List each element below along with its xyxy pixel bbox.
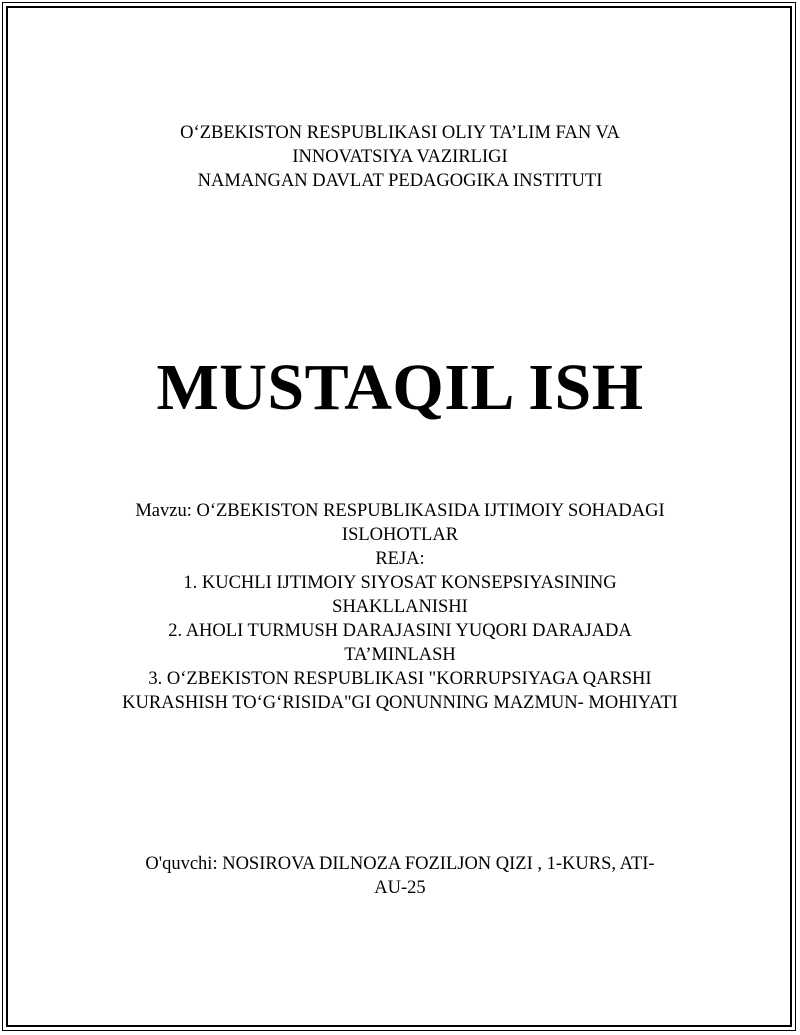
document-title: MUSTAQIL ISH — [156, 351, 644, 424]
student-line-2: AU-25 — [374, 878, 426, 898]
plan-item-2b: TA’MINLASH — [344, 645, 456, 665]
plan-item-2a: 2. AHOLI TURMUSH DARAJASINI YUQORI DARAJADA — [168, 621, 632, 641]
header-line-2: INNOVATSIYA VAZIRLIGI — [292, 147, 508, 167]
plan-item-3a: 3. O‘ZBEKISTON RESPUBLIKASI "KORRUPSIYAGA QARSHI — [148, 669, 652, 689]
plan-item-1a: 1. KUCHLI IJTIMOIY SIYOSAT KONSEPSIYASINING — [183, 573, 617, 593]
header-line-3: NAMANGAN DAVLAT PEDAGOGIKA INSTITUTI — [197, 171, 603, 191]
plan-heading: REJA: — [375, 549, 425, 569]
plan-item-1b: SHAKLLANISHI — [332, 597, 468, 617]
topic-line-2: ISLOHOTLAR — [341, 525, 459, 545]
header-line-1: O‘ZBEKISTON RESPUBLIKASI OLIY TA’LIM FAN VA — [180, 123, 620, 143]
topic-line-1: Mavzu: O‘ZBEKISTON RESPUBLIKASIDA IJTIMOIY SOHADAGI — [135, 501, 665, 521]
topic-and-plan — [100, 499, 700, 715]
plan-item-3b: KURASHISH TO‘G‘RISIDA"GI QONUNNING MAZMUN- MOHIYATI — [122, 693, 678, 713]
institution-header — [100, 121, 700, 193]
student-line-1: O'quvchi: NOSIROVA DILNOZA FOZILJON QIZI , 1-KURS, ATI- — [145, 854, 655, 874]
student-info — [100, 852, 700, 900]
